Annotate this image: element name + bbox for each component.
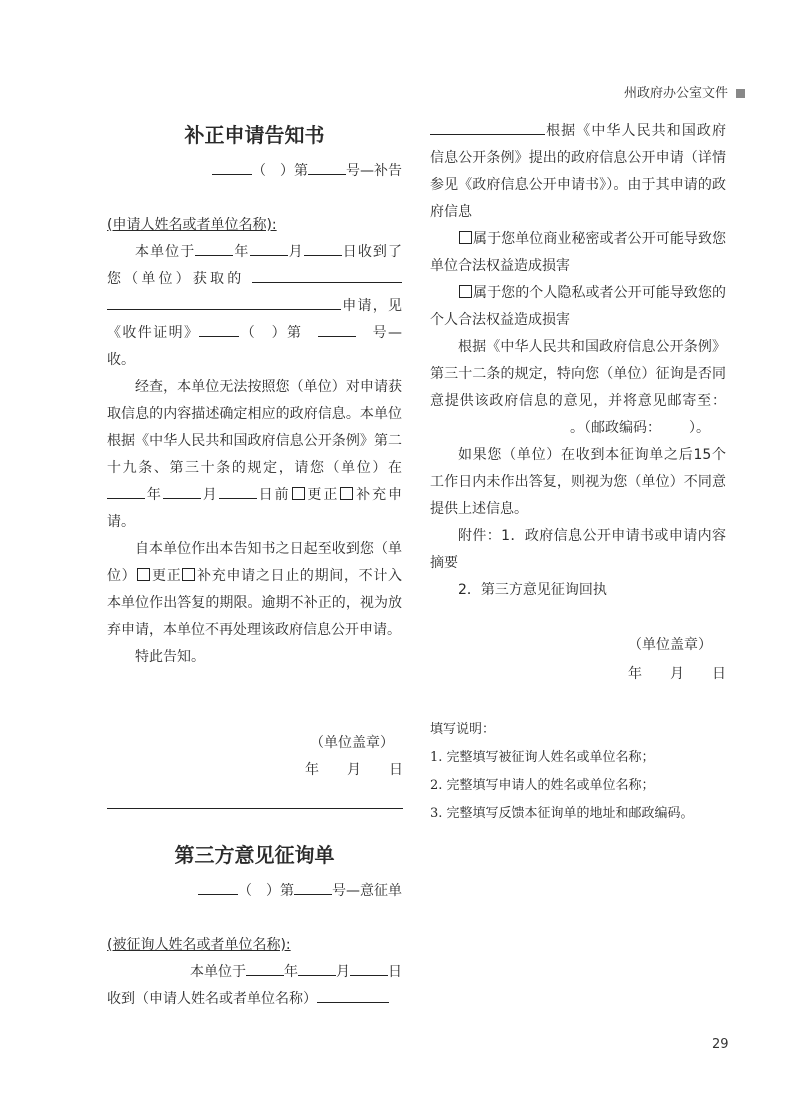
- doc2-para1-line2: [107, 986, 402, 1013]
- doc1-number-line: [107, 158, 402, 185]
- text: 根据《中华人民共和国政府信息公开条例》第三十二条的规定，特向您（单位）征询是否同意提供该政府信息的意见，并将意见邮寄至：: [430, 339, 726, 409]
- notes-heading: 填写说明：: [430, 722, 496, 737]
- text: 经查，本单位无法按照您（单位）对申请获取信息的内容描述确定相应的政府信息。本单位根据《中华人民共和国政府信息公开条例》第二十九条、第三十条的规定，请您（单位）在: [107, 379, 402, 476]
- text: 。（邮政编码：: [570, 420, 661, 436]
- text: 自本单位作出本告知书之日起至收到您（单位）: [107, 541, 402, 584]
- page-number: 29: [712, 1037, 729, 1052]
- text: 更正: [151, 568, 182, 584]
- section-divider: [107, 808, 403, 809]
- text: 补充申请之日止的期间，不计入本单位作出答复的期限。逾期不补正的，视为放弃申请，本单位不再处理该政府信息公开申请。: [107, 568, 403, 638]
- checkbox-icon: [292, 487, 305, 500]
- blank-field: [298, 961, 336, 976]
- text: 收到（申请人姓名或者单位名称）: [107, 991, 317, 1007]
- header-text: 州政府办公室文件: [623, 86, 728, 101]
- doc2-addressee: (被征询人姓名或者单位名称):: [107, 937, 291, 953]
- blank-field: [350, 961, 388, 976]
- blank-field: [430, 120, 545, 135]
- blank-field: [252, 268, 402, 283]
- text: 补充申请。: [107, 487, 403, 530]
- checkbox-icon: [182, 568, 195, 581]
- text: 年: [145, 487, 163, 503]
- notes-item: 3. 完整填写反馈本征询单的地址和邮政编码。: [430, 806, 694, 821]
- doc2-r-para2: [430, 334, 726, 442]
- doc2-body-right: [430, 118, 726, 604]
- text: 月: [200, 487, 219, 503]
- doc2-attachment-1: 附件：1．政府信息公开申请书或申请内容摘要: [430, 528, 726, 571]
- doc2-title: 第三方意见征询单: [174, 843, 335, 867]
- text: 日: [388, 964, 402, 980]
- blank-field: [304, 241, 342, 256]
- text: ）。: [689, 420, 710, 436]
- doc2-option-1: [430, 226, 726, 280]
- blank-field: [317, 988, 389, 1003]
- doc1-title: 补正申请告知书: [184, 123, 325, 147]
- blank-field: [246, 961, 284, 976]
- checkbox-icon: [459, 285, 472, 298]
- checkbox-icon: [459, 231, 472, 244]
- doc2-para1-line1: [107, 959, 402, 986]
- blank-field: [107, 295, 341, 310]
- doc2-number-line: [107, 878, 402, 905]
- text: 属于您单位商业秘密或者公开可能导致您单位合法权益造成损害: [430, 231, 726, 274]
- doc1-body: [107, 158, 402, 671]
- text: 更正: [305, 487, 340, 503]
- doc1-para1: [107, 239, 402, 374]
- text: 月: [287, 244, 304, 260]
- fill-instructions: [430, 716, 726, 828]
- text: 年: [284, 964, 298, 980]
- notes-item: 1. 完整填写被征询人姓名或单位名称；: [430, 750, 655, 765]
- blank-field: [219, 484, 257, 499]
- doc2-body-left: [107, 878, 402, 1013]
- doc1-num-paren: （ ）第: [252, 163, 308, 179]
- blank-field: [198, 880, 238, 895]
- blank-field: [195, 241, 233, 256]
- text: 年: [233, 244, 250, 260]
- checkbox-icon: [340, 487, 353, 500]
- text: 属于您的个人隐私或者公开可能导致您的个人合法权益造成损害: [430, 285, 726, 328]
- text: 本单位于: [190, 964, 246, 980]
- blank-field: [212, 160, 252, 175]
- notes-item: 2. 完整填写申请人的姓名或单位名称；: [430, 778, 655, 793]
- doc2-heading: [107, 840, 402, 870]
- doc2-num-paren: （ ）第: [238, 883, 294, 899]
- text: 申请，见《收件证明》: [107, 298, 402, 341]
- doc2-option-2: [430, 280, 726, 334]
- doc1-para2: [107, 374, 402, 536]
- text: 月: [336, 964, 350, 980]
- blank-field: [163, 484, 201, 499]
- blank-field: [250, 241, 288, 256]
- doc1-closing: 特此告知。: [135, 649, 205, 665]
- doc2-r-para1: [430, 118, 726, 226]
- text: 根据《中华人民共和国政府信息公开条例》提出的政府信息公开申请（详情参见《政府信息公开申请书》）。由于其申请的政府信息: [430, 123, 726, 220]
- text: （ ）第: [239, 325, 303, 341]
- doc1-num-suffix: 号—补告: [346, 163, 402, 179]
- doc1-notice: [107, 120, 402, 150]
- doc1-date: 年 月 日: [305, 762, 403, 778]
- doc1-para3: [107, 536, 402, 644]
- doc2-date: 年 月 日: [628, 666, 726, 682]
- text: 日收到了您（单位）获取的: [107, 244, 403, 287]
- doc2-attachment-2: 2．第三方意见征询回执: [458, 582, 607, 598]
- blank-field: [308, 160, 346, 175]
- doc1-seal: （单位盖章）: [310, 735, 394, 751]
- text: 本单位于: [135, 244, 196, 260]
- header-square-icon: [736, 89, 745, 98]
- blank-field: [294, 880, 332, 895]
- doc2-seal: （单位盖章）: [628, 637, 712, 653]
- doc2-num-suffix: 号—意征单: [332, 883, 402, 899]
- text: 日前: [256, 487, 291, 503]
- blank-field: [318, 322, 356, 337]
- checkbox-icon: [137, 568, 150, 581]
- doc1-addressee: (申请人姓名或者单位名称):: [107, 217, 277, 233]
- running-header: [624, 82, 745, 101]
- blank-field: [199, 322, 239, 337]
- text: 号—收。: [107, 325, 403, 368]
- doc2-r-para3: 如果您（单位）在收到本征询单之后15个工作日内未作出答复，则视为您（单位）不同意提供上述信息。: [430, 447, 726, 517]
- blank-field: [107, 484, 145, 499]
